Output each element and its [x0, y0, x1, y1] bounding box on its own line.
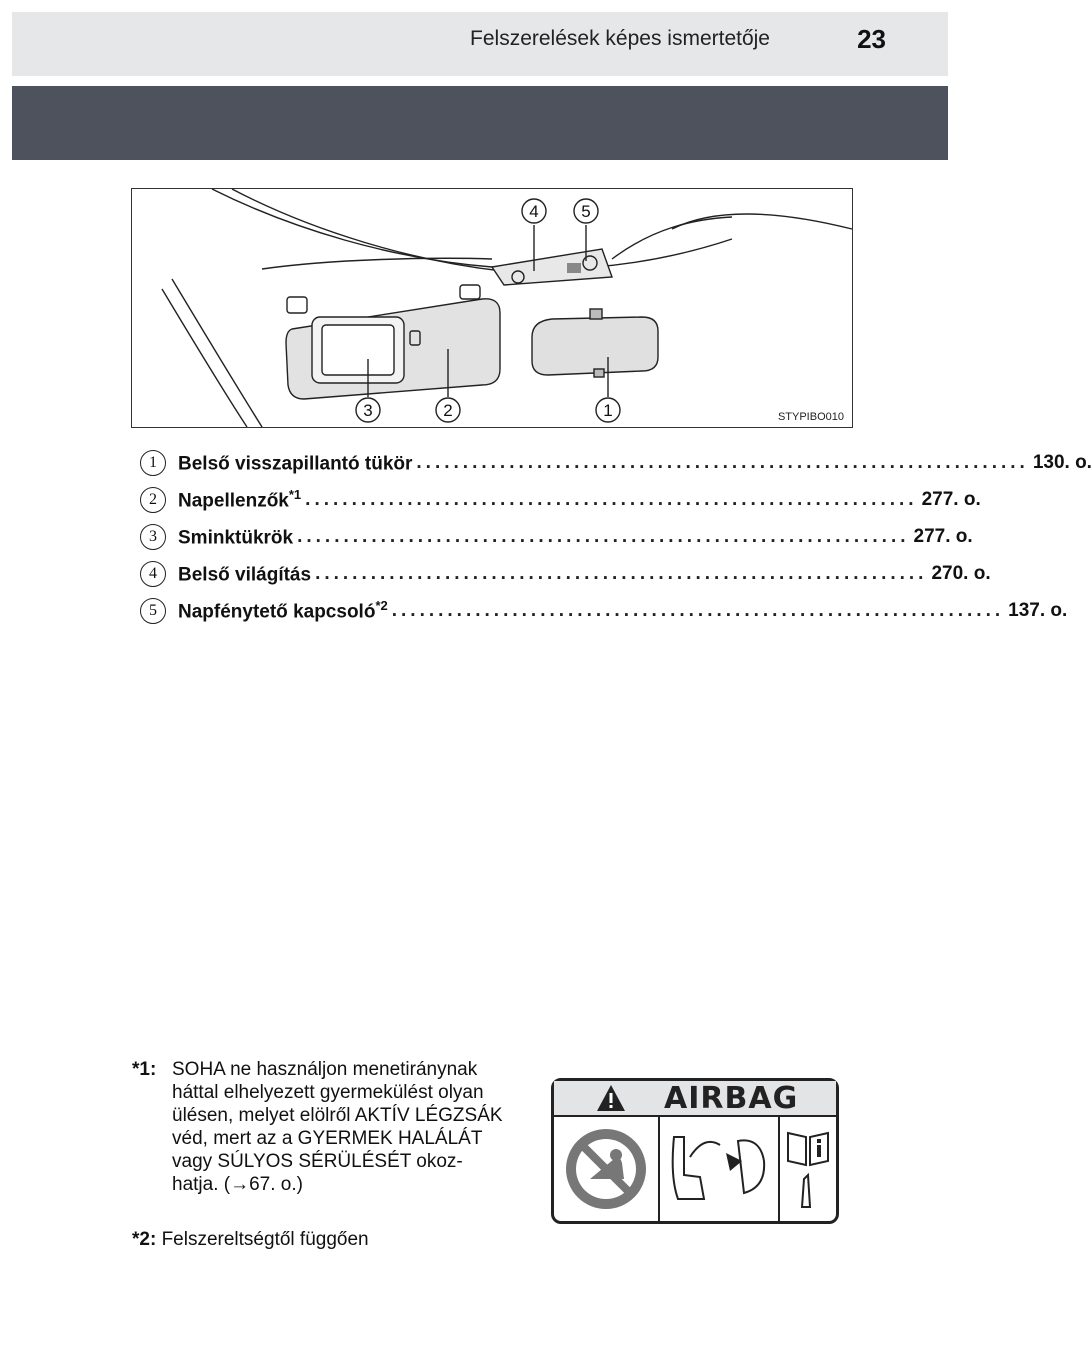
interior-drawing	[132, 189, 852, 427]
item-page-ref[interactable]: 270. o.	[931, 562, 991, 584]
item-page-ref[interactable]: 277. o.	[913, 525, 973, 547]
figure-callout-2: 2	[443, 401, 453, 420]
footnote-1-text: SOHA ne használjon menetiránynak háttal elhelyezett gyermekülést olyan ülésen, melyet elölről AKTÍV LÉGZSÁK véd, mert az a GYERMEK HALÁLÁT vagy SÚLYOS SÉRÜLÉSÉT okoz- hatja. (→67. o.)	[172, 1059, 503, 1195]
airbag-deploy-icon	[660, 1117, 780, 1221]
airbag-label-header	[554, 1081, 836, 1117]
figure-callout-3: 3	[363, 401, 373, 420]
list-item	[140, 481, 981, 518]
item-page-ref[interactable]: 277. o.	[921, 488, 981, 510]
item-label: Sminktükrök	[178, 527, 294, 549]
list-item	[140, 444, 1092, 481]
item-label: Napfénytető kapcsoló$^{*2}$	[178, 597, 388, 623]
footnote-1	[132, 1058, 532, 1196]
figure-callout-5: 5	[581, 202, 591, 221]
manual-info-icon	[780, 1117, 836, 1221]
figure-callout-1: 1	[603, 401, 613, 420]
page-number: 23	[857, 24, 886, 54]
item-number-badge: 4	[140, 561, 166, 587]
item-list	[140, 444, 1092, 629]
no-rear-facing-child-seat-icon	[554, 1117, 660, 1221]
airbag-word: AIRBAG	[664, 1081, 799, 1116]
interior-illustration	[131, 188, 853, 428]
item-number-badge: 3	[140, 524, 166, 550]
item-page-ref[interactable]: 137. o.	[1008, 599, 1068, 621]
item-label: Belső visszapillantó tükör	[178, 453, 413, 475]
item-page-ref[interactable]: 130. o.	[1032, 451, 1092, 473]
figure-code: STYPIBO010	[777, 411, 844, 423]
figure-callout-4: 4	[529, 202, 539, 221]
footnote-2-mark: *2:	[132, 1229, 157, 1250]
item-label: Napellenzők$^{*1}$	[178, 486, 302, 512]
list-item	[140, 555, 991, 592]
dot-leader: ..................................................................	[391, 599, 1005, 621]
list-item	[140, 592, 1068, 629]
dot-leader: ..................................................................	[297, 525, 910, 547]
footnote-2	[132, 1228, 369, 1251]
footnote-2-text: Felszereltségtől függően	[161, 1229, 369, 1250]
airbag-warning-label	[551, 1078, 839, 1224]
dot-leader: ..................................................................	[305, 488, 918, 510]
warning-icon	[596, 1084, 626, 1112]
dot-leader: ..................................................................	[416, 451, 1029, 473]
item-number-badge: 5	[140, 598, 166, 624]
footnote-1-mark: *1:	[132, 1059, 157, 1080]
footnote-mark: *2	[375, 597, 388, 613]
dot-leader: ..................................................................	[315, 562, 928, 584]
footnote-mark: *1	[288, 486, 302, 502]
item-number-badge: 1	[140, 450, 166, 476]
item-number-badge: 2	[140, 487, 166, 513]
item-label: Belső világítás	[178, 564, 312, 586]
page-header-title: Felszerelések képes ismertetője	[470, 27, 770, 50]
section-band	[12, 86, 948, 160]
list-item	[140, 518, 973, 555]
